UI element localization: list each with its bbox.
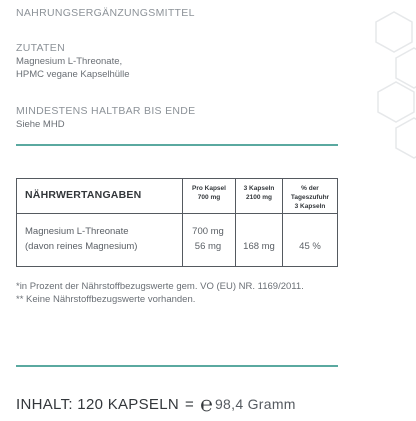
estimated-sign-icon: ℮ bbox=[200, 393, 213, 416]
content-statement bbox=[16, 393, 296, 417]
shelf-life-title: MINDESTENS HALTBAR BIS ENDE bbox=[16, 105, 196, 117]
hexagon-shape bbox=[376, 12, 412, 52]
content-label: INHALT: 120 KAPSELN bbox=[16, 396, 179, 413]
hexagon-shape bbox=[396, 118, 416, 158]
hexagon-decoration bbox=[356, 0, 416, 175]
hexagon-shape bbox=[378, 82, 414, 122]
value-daily-intake: 45 % bbox=[299, 241, 321, 252]
footnote-2: ** Keine Nährstoffbezugswerte vorhanden. bbox=[16, 294, 196, 305]
divider-top bbox=[16, 144, 338, 146]
table-title: NÄHRWERTANGABEN bbox=[25, 189, 142, 201]
table-header-divider bbox=[17, 213, 337, 214]
col-header-three-capsules: 3 Kapseln 2100 mg bbox=[243, 185, 275, 201]
col-header-per-capsule: Pro Kapsel 700 mg bbox=[192, 185, 226, 201]
value-three-capsules: 168 mg bbox=[243, 241, 275, 252]
ingredient-line-2: HPMC vegane Kapselhülle bbox=[16, 69, 130, 80]
value-per-capsule-threonate: 700 mg bbox=[192, 226, 224, 237]
row-label-threonate: Magnesium L-Threonate bbox=[25, 226, 129, 237]
value-per-capsule-magnesium: 56 mg bbox=[194, 241, 222, 252]
equals-sign: = bbox=[185, 396, 195, 413]
shelf-life-value: Siehe MHD bbox=[16, 119, 65, 130]
category-heading: NAHRUNGSERGÄNZUNGSMITTEL bbox=[16, 7, 195, 19]
divider-bottom bbox=[16, 365, 338, 367]
col-header-daily-intake: % der Tageszufuhr 3 Kapseln bbox=[290, 185, 330, 210]
ingredients-title: ZUTATEN bbox=[16, 42, 65, 54]
nutrition-table bbox=[16, 178, 338, 267]
hexagon-shape bbox=[396, 48, 416, 88]
footnote-1: *in Prozent der Nährstoffbezugswerte gem. VO (EU) NR. 1169/2011. bbox=[16, 281, 304, 292]
row-label-pure-magnesium: (davon reines Magnesium) bbox=[25, 241, 138, 252]
content-weight: 98,4 Gramm bbox=[214, 396, 296, 412]
ingredient-line-1: Magnesium L-Threonate, bbox=[16, 56, 123, 67]
